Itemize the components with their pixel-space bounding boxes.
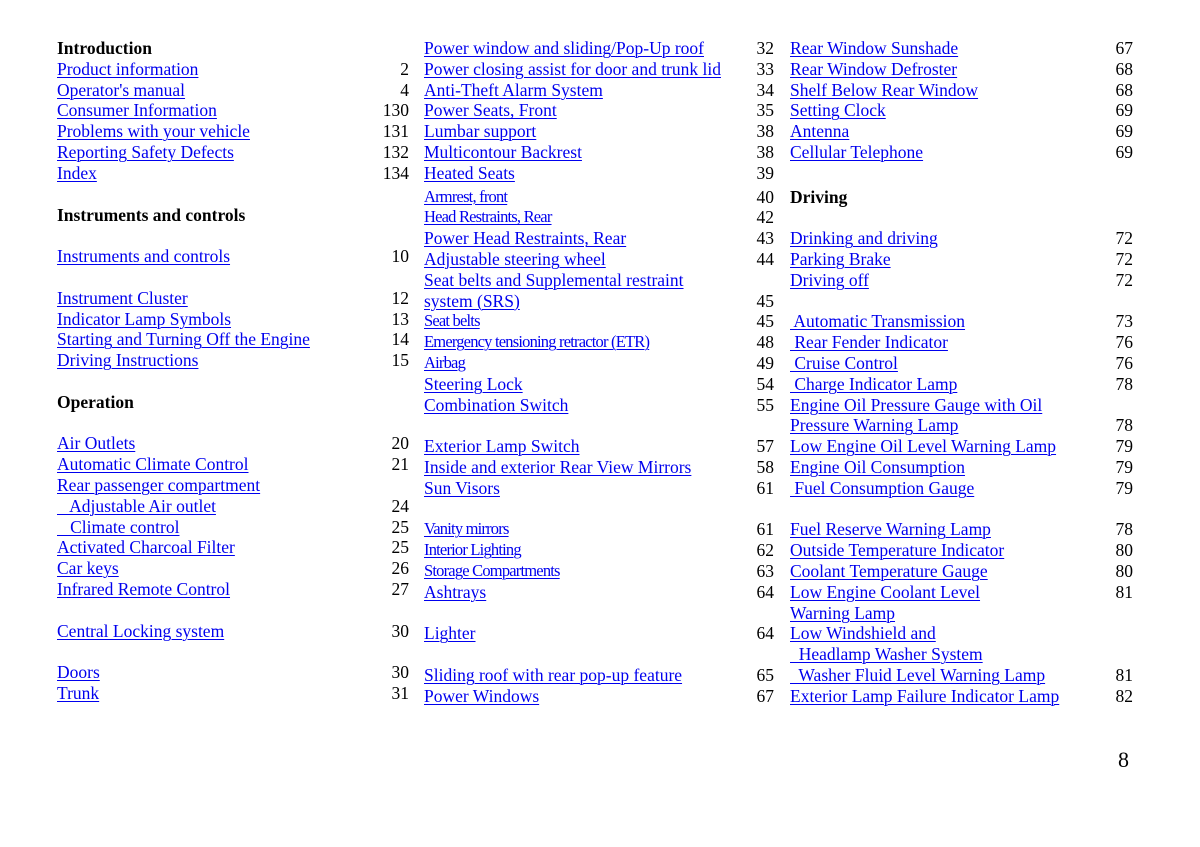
toc-entry-link[interactable]: Low Windshield and xyxy=(790,623,936,644)
toc-entry-vanity-mirrors[interactable] xyxy=(424,519,774,540)
toc-entry-page: 2 xyxy=(400,58,409,79)
toc-entry-link[interactable]: Driving off xyxy=(790,269,869,290)
toc-entry-storage-compartments[interactable] xyxy=(424,561,774,582)
toc-entry-airbag[interactable] xyxy=(424,353,774,374)
toc-entry-link[interactable]: Emergency tensioning retractor (ETR) xyxy=(424,332,650,352)
toc-entry-cruise-control[interactable] xyxy=(790,353,1133,374)
toc-entry-engine-oil-pressure-line-1[interactable] xyxy=(790,395,1133,416)
toc-entry-link[interactable]: Pressure Warning Lamp xyxy=(790,415,959,436)
toc-entry-page: 54 xyxy=(756,373,774,394)
toc-entry-consumer-information[interactable] xyxy=(57,100,409,121)
toc-entry-link[interactable]: Combination Switch xyxy=(424,394,569,415)
toc-entry-link[interactable]: Doors xyxy=(57,662,100,683)
toc-entry-page: 131 xyxy=(382,121,409,142)
toc-entry-link[interactable]: Engine Oil Consumption xyxy=(790,456,965,477)
toc-entry-page: 25 xyxy=(391,537,409,558)
toc-entry-steering-lock[interactable] xyxy=(424,374,774,395)
toc-entry-link[interactable]: Trunk xyxy=(57,682,100,703)
toc-entry-rear-window-defroster[interactable] xyxy=(790,59,1133,80)
toc-entry-page: 31 xyxy=(391,682,409,703)
toc-entry-link[interactable]: Parking Brake xyxy=(790,248,891,269)
toc-entry-cellular-telephone[interactable] xyxy=(790,142,1133,163)
toc-entry-link[interactable]: Sun Visors xyxy=(424,477,500,498)
section-heading-text: Instruments and controls xyxy=(57,204,246,225)
toc-entry-page: 4 xyxy=(400,79,409,100)
toc-entry-page: 24 xyxy=(391,495,409,516)
toc-entry-link[interactable]: Lighter xyxy=(424,623,476,644)
toc-entry-infrared-remote-control[interactable] xyxy=(57,579,409,600)
toc-entry-page: 30 xyxy=(391,620,409,641)
toc-entry-trunk[interactable] xyxy=(57,683,409,704)
toc-entry-coolant-temperature-gauge[interactable] xyxy=(790,561,1133,582)
toc-entry-page: 72 xyxy=(1115,248,1133,269)
toc-entry-doors[interactable] xyxy=(57,662,409,683)
toc-entry-air-outlets[interactable] xyxy=(57,433,409,454)
toc-entry-page: 58 xyxy=(756,456,774,477)
toc-entry-page: 68 xyxy=(1115,79,1133,100)
toc-entry-combination-switch[interactable] xyxy=(424,395,774,416)
toc-entry-power-seats-front[interactable] xyxy=(424,100,774,121)
toc-entry-fuel-consumption-gauge[interactable] xyxy=(790,478,1133,499)
toc-entry-anti-theft-alarm[interactable] xyxy=(424,80,774,101)
toc-entry-index[interactable] xyxy=(57,163,409,184)
toc-entry-page: 68 xyxy=(1115,58,1133,79)
toc-entry-page: 14 xyxy=(391,329,409,350)
toc-entry-low-windshield-line-1[interactable] xyxy=(790,623,1133,644)
toc-entry-seat-belts-srs-line-1[interactable] xyxy=(424,270,774,291)
toc-entry-page: 72 xyxy=(1115,269,1133,290)
toc-entry-parking-brake[interactable] xyxy=(790,249,1133,270)
toc-column-right xyxy=(790,38,1133,707)
toc-entry-link[interactable]: Driving Instructions xyxy=(57,350,199,371)
toc-entry-page: 65 xyxy=(756,664,774,685)
toc-entry-page: 15 xyxy=(391,350,409,371)
toc-entry-link[interactable]: Headlamp Washer System xyxy=(790,644,983,665)
toc-entry-problems-with-vehicle[interactable] xyxy=(57,121,409,142)
toc-entry-page: 132 xyxy=(382,141,409,162)
toc-entry-page: 45 xyxy=(756,290,774,311)
toc-entry-link[interactable]: Air Outlets xyxy=(57,433,136,454)
toc-entry-link[interactable]: Cruise Control xyxy=(790,352,898,373)
toc-entry-link[interactable]: Starting and Turning Off the Engine xyxy=(57,329,310,350)
toc-entry-page: 27 xyxy=(391,578,409,599)
toc-entry-charge-indicator-lamp[interactable] xyxy=(790,374,1133,395)
toc-entry-link[interactable]: Antenna xyxy=(790,121,850,142)
toc-entry-link[interactable]: Exterior Lamp Failure Indicator Lamp xyxy=(790,685,1060,706)
toc-entry-rear-passenger-compartment[interactable] xyxy=(57,475,409,496)
toc-entry-page: 69 xyxy=(1115,121,1133,142)
toc-entry-link[interactable]: Inside and exterior Rear View Mirrors xyxy=(424,456,692,477)
toc-entry-page: 20 xyxy=(391,433,409,454)
toc-entry-link[interactable]: Washer Fluid Level Warning Lamp xyxy=(790,664,1046,685)
toc-entry-link[interactable]: Multicontour Backrest xyxy=(424,141,582,162)
toc-entry-page: 79 xyxy=(1115,477,1133,498)
toc-entry-engine-oil-consumption[interactable] xyxy=(790,457,1133,478)
toc-entry-page: 38 xyxy=(756,121,774,142)
toc-entry-drinking-and-driving[interactable] xyxy=(790,228,1133,249)
toc-entry-low-engine-coolant-warning-lamp[interactable] xyxy=(790,603,1133,624)
toc-entry-link[interactable]: Infrared Remote Control xyxy=(57,578,231,599)
toc-entry-page: 78 xyxy=(1115,519,1133,540)
toc-entry-head-restraints-rear[interactable] xyxy=(424,207,774,228)
toc-entry-page: 48 xyxy=(756,332,774,353)
toc-entry-link[interactable]: Product information xyxy=(57,58,199,79)
toc-entry-multicontour-backrest[interactable] xyxy=(424,142,774,163)
toc-entry-link[interactable]: Automatic Climate Control xyxy=(57,454,249,475)
toc-entry-link[interactable]: Engine Oil Pressure Gauge with Oil xyxy=(790,394,1043,415)
toc-entry-page: 40 xyxy=(756,186,774,207)
toc-entry-link[interactable]: Seat belts xyxy=(424,311,480,331)
toc-entry-setting-clock[interactable] xyxy=(790,100,1133,121)
toc-entry-link[interactable]: Ashtrays xyxy=(424,581,487,602)
toc-entry-instrument-cluster[interactable] xyxy=(57,288,409,309)
toc-entry-activated-charcoal-filter[interactable] xyxy=(57,537,409,558)
section-heading-text: Driving xyxy=(790,186,848,207)
toc-entry-link[interactable]: Automatic Transmission xyxy=(790,311,966,332)
toc-entry-link[interactable]: Adjustable steering wheel xyxy=(424,248,606,269)
toc-entry-power-windows[interactable] xyxy=(424,686,774,707)
toc-entry-page: 69 xyxy=(1115,141,1133,162)
toc-entry-page: 80 xyxy=(1115,560,1133,581)
toc-entry-page: 10 xyxy=(391,246,409,267)
toc-entry-page: 13 xyxy=(391,308,409,329)
toc-entry-link[interactable]: Index xyxy=(57,162,97,183)
toc-entry-link[interactable]: Operator's manual xyxy=(57,79,186,100)
toc-entry-link[interactable]: Low Engine Oil Level Warning Lamp xyxy=(790,436,1057,457)
toc-entry-rear-window-sunshade[interactable] xyxy=(790,38,1133,59)
toc-column-left xyxy=(57,38,409,704)
toc-entry-page: 49 xyxy=(756,352,774,373)
toc-entry-link[interactable]: Problems with your vehicle xyxy=(57,121,250,142)
toc-entry-link[interactable]: Heated Seats xyxy=(424,162,515,183)
toc-entry-shelf-below-rear-window[interactable] xyxy=(790,80,1133,101)
section-heading-text: Operation xyxy=(57,391,134,412)
toc-entry-link[interactable]: Power Windows xyxy=(424,685,540,706)
toc-entry-outside-temperature-indicator[interactable] xyxy=(790,540,1133,561)
toc-entry-page: 72 xyxy=(1115,228,1133,249)
toc-entry-sliding-roof-rear-popup[interactable] xyxy=(424,665,774,686)
toc-entry-page: 34 xyxy=(756,79,774,100)
toc-entry-link[interactable]: Indicator Lamp Symbols xyxy=(57,308,232,329)
toc-entry-rear-fender-indicator[interactable] xyxy=(790,332,1133,353)
toc-entry-adjustable-steering-wheel[interactable] xyxy=(424,249,774,270)
toc-entry-reporting-safety-defects[interactable] xyxy=(57,142,409,163)
toc-entry-armrest-front[interactable] xyxy=(424,187,774,208)
toc-entry-page: 76 xyxy=(1115,332,1133,353)
toc-entry-link[interactable]: Climate control xyxy=(57,516,180,537)
toc-entry-page: 44 xyxy=(756,248,774,269)
toc-entry-power-window-sliding-roof[interactable] xyxy=(424,38,774,59)
toc-entry-lighter[interactable] xyxy=(424,623,774,644)
toc-entry-page: 57 xyxy=(756,436,774,457)
toc-entry-page: 55 xyxy=(756,394,774,415)
toc-entry-link[interactable]: Seat belts and Supplemental restraint xyxy=(424,269,684,290)
toc-entry-page: 80 xyxy=(1115,540,1133,561)
toc-entry-link[interactable]: Sliding roof with rear pop-up feature xyxy=(424,664,683,685)
toc-entry-link[interactable]: Anti-Theft Alarm System xyxy=(424,79,603,100)
toc-entry-interior-lighting[interactable] xyxy=(424,540,774,561)
toc-entry-link[interactable]: Instruments and controls xyxy=(57,246,231,267)
toc-entry-antenna[interactable] xyxy=(790,121,1133,142)
toc-entry-link[interactable]: Drinking and driving xyxy=(790,228,938,249)
toc-entry-link[interactable]: Central Locking system xyxy=(57,620,225,641)
toc-entry-power-head-restraints-rear[interactable] xyxy=(424,228,774,249)
toc-entry-link[interactable]: Power closing assist for door and trunk lid xyxy=(424,58,721,79)
toc-entry-link[interactable]: Low Engine Coolant Level xyxy=(790,581,981,602)
toc-entry-link[interactable]: Power window and sliding/Pop-Up roof xyxy=(424,38,704,58)
toc-entry-link[interactable]: Consumer Information xyxy=(57,100,217,121)
toc-entry-page: 21 xyxy=(391,454,409,475)
toc-entry-driving-off[interactable] xyxy=(790,270,1133,291)
toc-column-middle xyxy=(424,38,774,707)
toc-entry-sun-visors[interactable] xyxy=(424,478,774,499)
toc-entry-adjustable-air-outlet[interactable] xyxy=(57,496,409,517)
toc-entry-indicator-lamp-symbols[interactable] xyxy=(57,309,409,330)
toc-entry-seat-belts[interactable] xyxy=(424,311,774,332)
toc-entry-link[interactable]: system (SRS) xyxy=(424,290,520,311)
toc-entry-page: 26 xyxy=(391,558,409,579)
toc-entry-page: 73 xyxy=(1115,311,1133,332)
toc-entry-link[interactable]: Charge Indicator Lamp xyxy=(790,373,958,394)
toc-entry-automatic-climate-control[interactable] xyxy=(57,454,409,475)
toc-entry-operators-manual[interactable] xyxy=(57,80,409,101)
toc-entry-link[interactable]: Power Head Restraints, Rear xyxy=(424,228,627,249)
toc-entry-link[interactable]: Interior Lighting xyxy=(424,540,521,560)
toc-entry-low-engine-coolant-level[interactable] xyxy=(790,582,1133,603)
toc-entry-ashtrays[interactable] xyxy=(424,582,774,603)
toc-entry-page: 62 xyxy=(756,540,774,561)
toc-entry-exterior-lamp-switch[interactable] xyxy=(424,436,774,457)
toc-entry-page: 78 xyxy=(1115,373,1133,394)
section-heading-text: Introduction xyxy=(57,38,152,58)
toc-entry-link[interactable]: Rear Fender Indicator xyxy=(790,332,948,353)
toc-entry-low-engine-oil-level[interactable] xyxy=(790,436,1133,457)
toc-entry-fuel-reserve-warning-lamp[interactable] xyxy=(790,519,1133,540)
toc-entry-link[interactable]: Fuel Consumption Gauge xyxy=(790,477,975,498)
toc-entry-power-closing-assist[interactable] xyxy=(424,59,774,80)
toc-entry-link[interactable]: Rear Window Sunshade xyxy=(790,38,959,58)
toc-entry-link[interactable]: Cellular Telephone xyxy=(790,141,924,162)
toc-entry-page: 130 xyxy=(382,100,409,121)
toc-entry-engine-oil-pressure-line-2[interactable] xyxy=(790,415,1133,436)
toc-entry-link[interactable]: Rear passenger compartment xyxy=(57,474,261,495)
toc-entry-starting-turning-off-engine[interactable] xyxy=(57,329,409,350)
toc-entry-page: 39 xyxy=(756,162,774,183)
toc-entry-instruments-and-controls[interactable] xyxy=(57,246,409,267)
toc-entry-page: 79 xyxy=(1115,456,1133,477)
toc-entry-page: 35 xyxy=(756,100,774,121)
toc-entry-link[interactable]: Reporting Safety Defects xyxy=(57,141,234,162)
toc-entry-link[interactable]: Coolant Temperature Gauge xyxy=(790,560,988,581)
toc-entry-climate-control[interactable] xyxy=(57,517,409,538)
toc-entry-washer-fluid-level-warning-lamp[interactable] xyxy=(790,665,1133,686)
toc-entry-page: 61 xyxy=(756,477,774,498)
toc-entry-driving-instructions[interactable] xyxy=(57,350,409,371)
toc-entry-link[interactable]: Lumbar support xyxy=(424,121,537,142)
toc-entry-page: 61 xyxy=(756,519,774,540)
toc-entry-page: 134 xyxy=(382,162,409,183)
toc-entry-link[interactable]: Exterior Lamp Switch xyxy=(424,436,580,457)
toc-entry-page: 32 xyxy=(756,38,774,58)
toc-entry-page: 67 xyxy=(756,685,774,706)
section-heading-operation xyxy=(57,392,409,413)
toc-entry-page: 76 xyxy=(1115,352,1133,373)
toc-entry-link[interactable]: Power Seats, Front xyxy=(424,100,557,121)
toc-entry-link[interactable]: Rear Window Defroster xyxy=(790,58,958,79)
toc-entry-link[interactable]: Car keys xyxy=(57,558,119,579)
toc-entry-page: 43 xyxy=(756,228,774,249)
page-number: 8 xyxy=(1118,747,1129,772)
toc-entry-link[interactable]: Steering Lock xyxy=(424,373,523,394)
toc-entry-page: 33 xyxy=(756,58,774,79)
toc-entry-page: 69 xyxy=(1115,100,1133,121)
toc-entry-exterior-lamp-failure-indicator[interactable] xyxy=(790,686,1133,707)
toc-entry-link[interactable]: Outside Temperature Indicator xyxy=(790,540,1005,561)
toc-entry-link[interactable]: Adjustable Air outlet xyxy=(57,495,216,516)
toc-entry-link[interactable]: Setting Clock xyxy=(790,100,886,121)
toc-entry-page: 64 xyxy=(756,623,774,644)
toc-entry-lumbar-support[interactable] xyxy=(424,121,774,142)
toc-entry-link[interactable]: Instrument Cluster xyxy=(57,287,188,308)
toc-entry-page: 81 xyxy=(1115,664,1133,685)
toc-entry-link[interactable]: Fuel Reserve Warning Lamp xyxy=(790,519,991,540)
toc-entry-heated-seats[interactable] xyxy=(424,163,774,184)
toc-entry-link[interactable]: Armrest, front xyxy=(424,186,508,206)
toc-entry-emergency-tensioning-retractor[interactable] xyxy=(424,332,774,353)
toc-entry-link[interactable]: Vanity mirrors xyxy=(424,519,509,539)
section-heading-instruments-and-controls xyxy=(57,205,409,226)
toc-entry-page: 78 xyxy=(1115,415,1133,436)
toc-entry-page: 30 xyxy=(391,662,409,683)
toc-entry-page: 12 xyxy=(391,287,409,308)
toc-entry-page: 42 xyxy=(756,207,774,228)
toc-entry-page: 67 xyxy=(1115,38,1133,58)
toc-entry-link[interactable]: Head Restraints, Rear xyxy=(424,207,552,227)
toc-entry-page: 81 xyxy=(1115,581,1133,602)
toc-entry-page: 64 xyxy=(756,581,774,602)
toc-entry-rear-view-mirrors[interactable] xyxy=(424,457,774,478)
toc-entry-link[interactable]: Airbag xyxy=(424,352,466,372)
toc-entry-link[interactable]: Warning Lamp xyxy=(790,602,896,623)
toc-entry-car-keys[interactable] xyxy=(57,558,409,579)
section-heading-introduction xyxy=(57,38,409,59)
section-heading-driving xyxy=(790,187,1133,208)
toc-entry-automatic-transmission[interactable] xyxy=(790,311,1133,332)
toc-entry-page: 38 xyxy=(756,141,774,162)
toc-entry-page: 82 xyxy=(1115,685,1133,706)
toc-entry-page: 79 xyxy=(1115,436,1133,457)
toc-entry-link[interactable]: Shelf Below Rear Window xyxy=(790,79,979,100)
toc-entry-page: 63 xyxy=(756,560,774,581)
toc-entry-link[interactable]: Activated Charcoal Filter xyxy=(57,537,235,558)
toc-entry-page: 25 xyxy=(391,516,409,537)
toc-entry-product-information[interactable] xyxy=(57,59,409,80)
toc-entry-central-locking-system[interactable] xyxy=(57,621,409,642)
toc-entry-seat-belts-srs-line-2[interactable] xyxy=(424,291,774,312)
toc-entry-page: 45 xyxy=(756,311,774,332)
toc-entry-link[interactable]: Storage Compartments xyxy=(424,560,560,580)
toc-entry-headlamp-washer-system[interactable] xyxy=(790,644,1133,665)
